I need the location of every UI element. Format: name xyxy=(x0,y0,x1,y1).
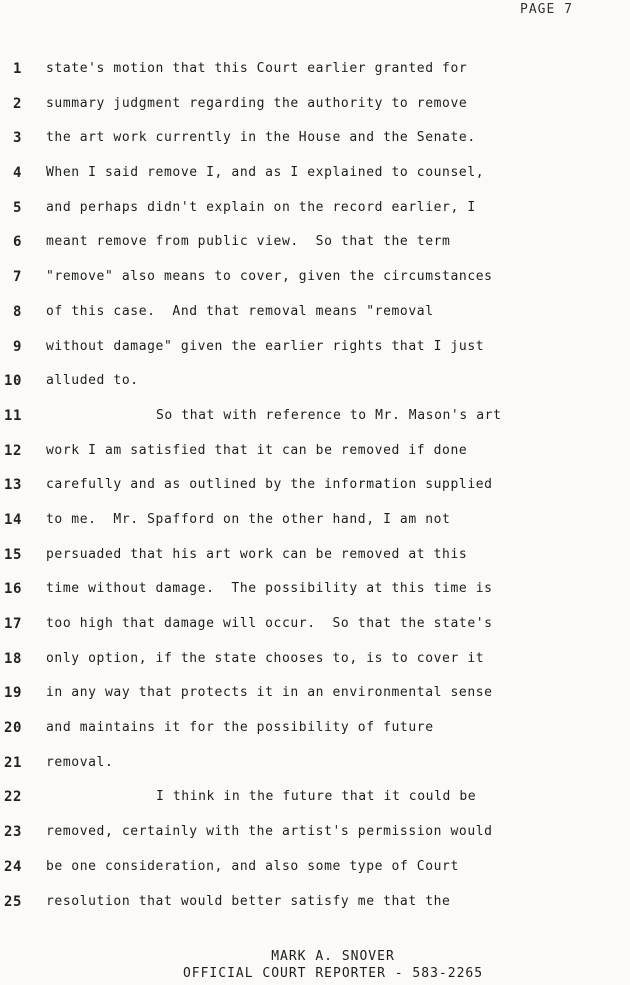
transcript-line xyxy=(0,468,630,503)
line-text: state's motion that this Court earlier granted for xyxy=(46,61,468,76)
transcript-line xyxy=(0,607,630,642)
line-text: I think in the future that it could be xyxy=(156,789,477,805)
transcript-line xyxy=(0,295,630,330)
line-text: without damage" given the earlier rights that I just xyxy=(46,338,485,354)
line-text: removed, certainly with the artist's permission would xyxy=(46,824,493,840)
transcript-line xyxy=(0,642,630,677)
line-number: 19 xyxy=(3,685,22,702)
transcript-line xyxy=(0,156,630,191)
line-text: resolution that would better satisfy me that the xyxy=(46,893,451,909)
transcript-line xyxy=(0,885,630,920)
line-number: 7 xyxy=(12,269,22,286)
line-text: summary judgment regarding the authority to remove xyxy=(46,95,468,111)
transcript-line xyxy=(0,503,630,538)
line-text: and perhaps didn't explain on the record earlier, I xyxy=(46,199,476,215)
line-number: 9 xyxy=(12,338,22,355)
line-number: 14 xyxy=(3,511,22,528)
transcript-body xyxy=(0,52,630,919)
line-number: 23 xyxy=(3,824,22,841)
line-number: 24 xyxy=(3,858,22,875)
transcript-line xyxy=(0,87,630,122)
line-text: too high that damage will occur. So that the state's xyxy=(46,616,493,631)
line-number: 17 xyxy=(3,616,22,632)
line-text: work I am satisfied that it can be removed if done xyxy=(46,442,468,458)
line-text: only option, if the state chooses to, is to cover it xyxy=(46,650,485,666)
line-text: and maintains it for the possibility of future xyxy=(46,720,434,736)
line-text: time without damage. The possibility at this time is xyxy=(46,581,493,597)
line-number: 15 xyxy=(3,546,22,563)
line-number: 3 xyxy=(12,130,22,147)
line-text: in any way that protects it in an environmental sense xyxy=(46,685,493,701)
transcript-line xyxy=(0,52,630,87)
transcript-line xyxy=(0,225,630,260)
line-number: 16 xyxy=(3,581,22,598)
transcript-line xyxy=(0,399,630,434)
line-text: of this case. And that removal means "removal xyxy=(46,303,434,319)
line-text: the art work currently in the House and the Senate. xyxy=(46,130,476,146)
line-text: alluded to. xyxy=(46,373,139,389)
line-text: carefully and as outlined by the information supplied xyxy=(46,477,493,493)
line-text: be one consideration, and also some type of Court xyxy=(46,858,459,874)
reporter-title: OFFICIAL COURT REPORTER - 583-2265 xyxy=(182,966,484,981)
line-number: 8 xyxy=(12,303,22,320)
transcript-line xyxy=(0,330,630,365)
line-number: 12 xyxy=(3,442,22,459)
line-text: When I said remove I, and as I explained to counsel, xyxy=(46,165,485,181)
line-text: So that with reference to Mr. Mason's art xyxy=(156,407,502,423)
line-number: 1 xyxy=(12,61,22,77)
line-number: 6 xyxy=(12,234,22,251)
transcript-line xyxy=(0,711,630,746)
line-number: 22 xyxy=(3,789,22,806)
transcript-line xyxy=(0,364,630,399)
line-number: 25 xyxy=(3,893,22,910)
line-text: "remove" also means to cover, given the circumstances xyxy=(46,269,493,285)
line-number: 10 xyxy=(3,373,22,390)
transcript-line xyxy=(0,538,630,573)
line-number: 2 xyxy=(12,95,22,112)
transcript-line xyxy=(0,434,630,469)
reporter-footer xyxy=(0,948,630,982)
transcript-line xyxy=(0,572,630,607)
transcript-line xyxy=(0,746,630,781)
line-number: 11 xyxy=(3,407,22,424)
line-number: 21 xyxy=(3,754,22,771)
transcript-line xyxy=(0,121,630,156)
transcript-line xyxy=(0,780,630,815)
line-number: 18 xyxy=(3,650,22,667)
line-number: 13 xyxy=(3,477,22,494)
transcript-line xyxy=(0,815,630,850)
line-text: meant remove from public view. So that the term xyxy=(46,234,451,250)
line-text: to me. Mr. Spafford on the other hand, I am not xyxy=(46,511,451,527)
line-number: 4 xyxy=(12,165,22,182)
line-text: persuaded that his art work can be removed at this xyxy=(46,546,468,562)
line-number: 20 xyxy=(3,720,22,737)
transcript-line xyxy=(0,260,630,295)
line-number: 5 xyxy=(12,199,22,216)
page-number: PAGE 7 xyxy=(520,2,573,17)
transcript-line xyxy=(0,850,630,885)
reporter-name: MARK A. SNOVER xyxy=(271,949,395,964)
transcript-line xyxy=(0,676,630,711)
line-text: removal. xyxy=(46,754,114,770)
transcript-line xyxy=(0,191,630,226)
